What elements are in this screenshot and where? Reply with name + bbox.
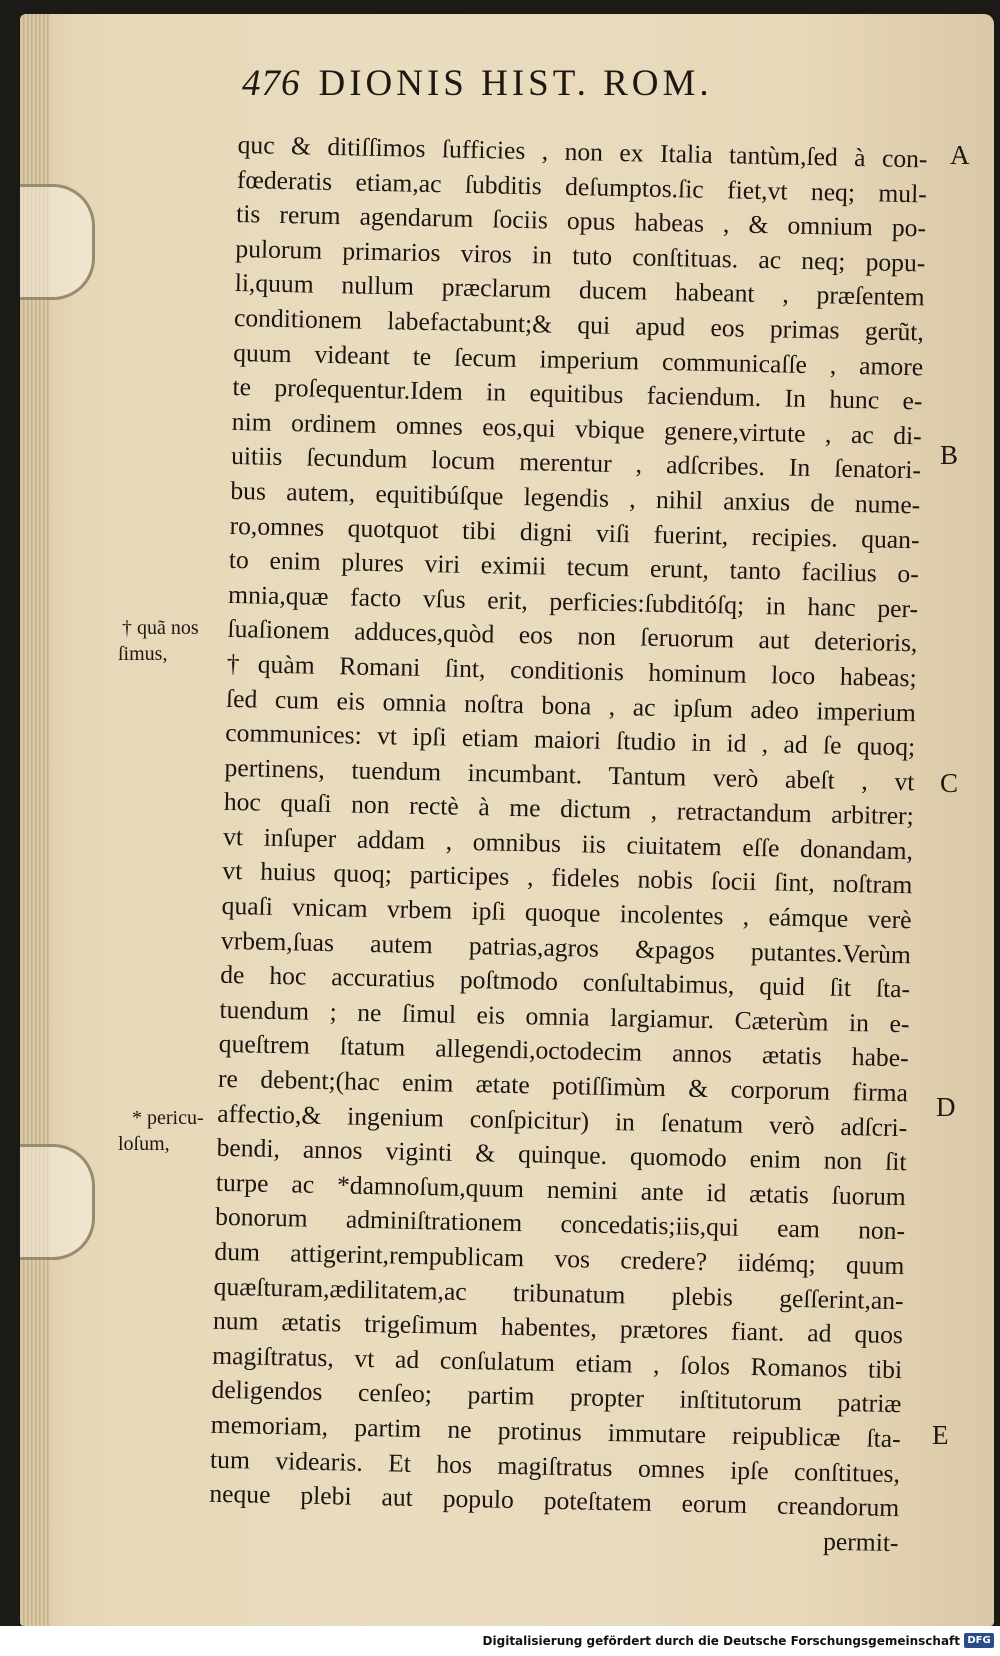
text-line: ro,omnes quotquot tibi digni viſi fuerint, recipies. quan- [229, 510, 920, 554]
text-line: num ætatis trigeſimum habentes, prætores fiant. ad quos [212, 1305, 904, 1350]
margin-letter-a: A [950, 140, 970, 170]
text-line: quum videant te ſecum imperium communicaſſe , amore [233, 337, 924, 381]
text-line: uitiis ſecundum locum merentur , adſcribes. In ſenatori- [230, 441, 922, 485]
text-line: li,quum nullum præclarum ducem habeant , præſentem [234, 268, 925, 312]
text-line: permit- [822, 1526, 899, 1557]
text-line: turpe ac *damnoſum,quum nemini ante id ætatis ſuorum [215, 1167, 907, 1212]
text-line: affectio,& ingenium conſpicitur) in ſenatum verò adſcri- [217, 1098, 908, 1142]
margin-letter-c: C [940, 768, 959, 798]
side-note-1: † quã nos [122, 617, 199, 639]
text-line: tis rerum agendarum ſociis opus habeas , & omnium po- [235, 199, 927, 243]
text-line: pulorum primarios viros in tuto conſtituas. ac neq; popu- [235, 233, 926, 278]
text-line: communices: vt ipſi etiam maiori ſtudio in id , ad ſe quoq; [225, 717, 916, 762]
text-line: neque plebi aut populo poteſtatem eorum creandorum [209, 1478, 900, 1523]
footer-credit: Digitalisierung gefördert durch die Deutsche Forschungsgemeinschaft [482, 1634, 960, 1648]
text-line: hoc quaſi non rectè à me dictum , retractandum arbitrer; [223, 787, 915, 831]
text-line: dum attigerint,rempublicam vos credere? iidémq; quum [214, 1236, 905, 1281]
side-note-2: * pericu- [132, 1107, 204, 1129]
text-line: magiſtratus, vt ad conſulatum etiam , ſolos Romanos tibi [211, 1340, 903, 1384]
text-line: deligendos cenſeo; partim propter inſtitutorum patriæ [211, 1375, 902, 1419]
side-note-1-cont: ſimus, [118, 643, 168, 665]
running-header [242, 62, 862, 105]
text-line: ſed cum eis omnia noſtra bona , ac ipſum adeo imperium [225, 683, 917, 727]
side-note-2-cont: loſum, [118, 1133, 170, 1155]
text-line: te proſequentur.Idem in equitibus faciendum. In hunc e- [232, 372, 923, 416]
text-line: memoriam, partim ne protinus immutare reipublicæ ſta- [210, 1409, 902, 1454]
text-line: ſuaſionem adduces,quòd eos non ſeruorum aut deterioris, [227, 614, 918, 658]
page-title: DIONIS HIST. ROM. [318, 63, 713, 104]
margin-letter-e: E [932, 1420, 949, 1450]
text-line: quæſturam,ædilitatem,ac tribunatum plebis geſſerint,an- [213, 1271, 904, 1315]
text-line: quaſi vnicam vrbem ipſi quoque incolentes , eámque verè [221, 890, 912, 935]
text-line: mnia,quæ facto vſus erit, perficies:ſubditóſq; in hanc per- [227, 579, 919, 624]
text-line: queſtrem ſtatum allegendi,octodecim annos ætatis habe- [218, 1029, 909, 1073]
text-line: †quàm Romani ſint, conditionis hominum loco habeas; [226, 648, 917, 693]
text-line: fœderatis etiam,ac ſubditis deſumptos.ſic fiet,vt neq; mul- [236, 164, 928, 209]
book-clip-bottom [20, 1144, 95, 1260]
text-line: re debent;(hac enim ætate potiſſimùm & corporum firma [217, 1063, 909, 1108]
text-line: vt inſuper addam , omnibus iis ciuitatem eſſe donandam, [222, 821, 914, 866]
text-line: to enim plures viri eximii tecum erunt, tanto facilius o- [228, 545, 920, 589]
text-line: vt huius quoq; participes , fideles nobis ſocii ſint, noſtram [222, 856, 913, 900]
text-line: pertinens, tuendum incumbant. Tantum verò abeſt , vt [224, 752, 915, 796]
digitization-footer [0, 1626, 1000, 1656]
text-line: bonorum adminiſtrationem concedatis;iis,qui eam non- [214, 1202, 906, 1246]
text-line: de hoc accuratius poſtmodo conſultabimus, quid ſit ſta- [219, 960, 911, 1004]
margin-letter-d: D [936, 1092, 956, 1122]
text-line: tuendum ; ne ſimul eis omnia largiamur. Cæterùm in e- [219, 994, 910, 1039]
text-line: vrbem,ſuas autem patrias,agros &pagos putantes.Verùm [220, 925, 912, 969]
dfg-logo: DFG [964, 1633, 994, 1648]
text-line: bus autem, equitibúſque legendis , nihil anxius de nume- [230, 475, 921, 520]
text-line: conditionem labefactabunt;& qui apud eos primas gerũt, [233, 302, 925, 347]
text-line: bendi, annos viginti & quinque. quomodo enim non ſit [216, 1132, 907, 1177]
margin-letter-b: B [940, 440, 959, 470]
body-text [208, 128, 928, 1560]
book-clip-top [20, 184, 95, 300]
text-line: nim ordinem omnes eos,qui vbique genere,virtute , ac di- [231, 406, 923, 451]
text-line: tum videaris. Et hos magiſtratus omnes ipſe conſtitues, [209, 1444, 901, 1488]
text-line: quc & ditiſſimos ſufficies , non ex Italia tantùm,ſed à con- [237, 129, 928, 174]
page-number: 476 [242, 63, 301, 104]
